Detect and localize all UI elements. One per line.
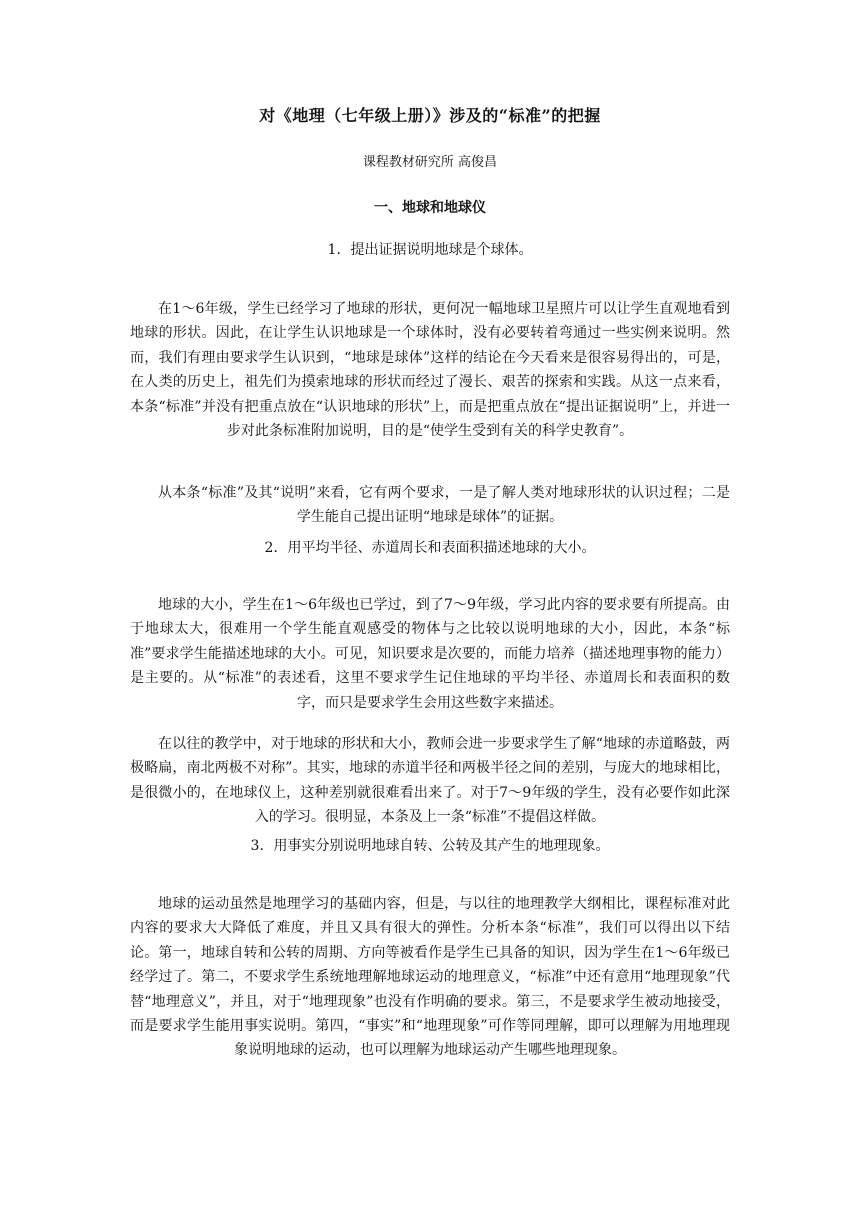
paragraph-1: 在1～6年级，学生已经学习了地球的形状，更何况一幅地球卫星照片可以让学生直观地看到地球的形状。因此，在让学生认识地球是一个球体时，没有必要转着弯通过一些实例来说明。然而，我们有理由要求学生认识到，“地球是球体”这样的结论在今天看来是很容易得出的，可是，在人类的历史上，祖先们为摸索地球的形状而经过了漫长、艰苦的探索和实践。从这一点来看，本条“标准”并没有把重点放在“认识地球的形状”上，而是把重点放在“提出证据说明”上，并进一步对此条标准附加说明，目的是“使学生受到有关的科学史教育”。: [130, 301, 730, 440]
document-title: 对《地理（七年级上册）》涉及的“标准”的把握: [259, 106, 601, 125]
subheading-3: 3．用事实分别说明地球自转、公转及其产生的地理现象。: [250, 838, 610, 854]
subheading-1: 1．提出证据说明地球是个球体。: [327, 242, 533, 258]
paragraph-4: 在以往的教学中，对于地球的形状和大小，教师会进一步要求学生了解“地球的赤道略鼓，两极略扁，南北两极不对称”。其实，地球的赤道半径和两极半径之间的差别，与庞大的地球相比，是很微小的，在地球仪上，这种差别就很难看出来了。对于7～9年级的学生，没有必要作如此深入的学习。很明显，本条及上一条“标准”不提倡这样做。: [130, 736, 730, 826]
section-heading: 一、地球和地球仪: [374, 200, 486, 216]
subheading-2: 2．用平均半径、赤道周长和表面积描述地球的大小。: [264, 540, 596, 556]
paragraph-3: 地球的大小，学生在1～6年级也已学过，到了7～9年级，学习此内容的要求要有所提高。由于地球太大，很难用一个学生能直观感受的物体与之比较以说明地球的大小，因此，本条“标准”要求学生能描述地球的大小。可见，知识要求是次要的，而能力培养（描述地理事物的能力）是主要的。从“标准”的表述看，这里不要求学生记住地球的平均半径、赤道周长和表面积的数字，而只是要求学生会用这些数字来描述。: [130, 597, 730, 711]
paragraph-5: 地球的运动虽然是地理学习的基础内容，但是，与以往的地理教学大纲相比，课程标准对此内容的要求大大降低了难度，并且又具有很大的弹性。分析本条“标准”，我们可以得出以下结论。第一，地球自转和公转的周期、方向等被看作是学生已具备的知识，因为学生在1～6年级已经学过了。第二，不要求学生系统地理解地球运动的地理意义，“标准”中还有意用“地理现象”代替“地理意义”，并且，对于“地理现象”也没有作明确的要求。第三，不是要求学生被动地接受，而是要求学生能用事实说明。第四，“事实”和“地理现象”可作等同理解，即可以理解为用地理现象说明地球的运动，也可以理解为地球运动产生哪些地理现象。: [130, 896, 730, 1059]
document-author: 课程教材研究所 高俊昌: [362, 155, 498, 170]
paragraph-2: 从本条“标准”及其“说明”来看，它有两个要求，一是了解人类对地球形状的认识过程；二是学生能自己提出证明“地球是球体”的证据。: [158, 485, 730, 526]
